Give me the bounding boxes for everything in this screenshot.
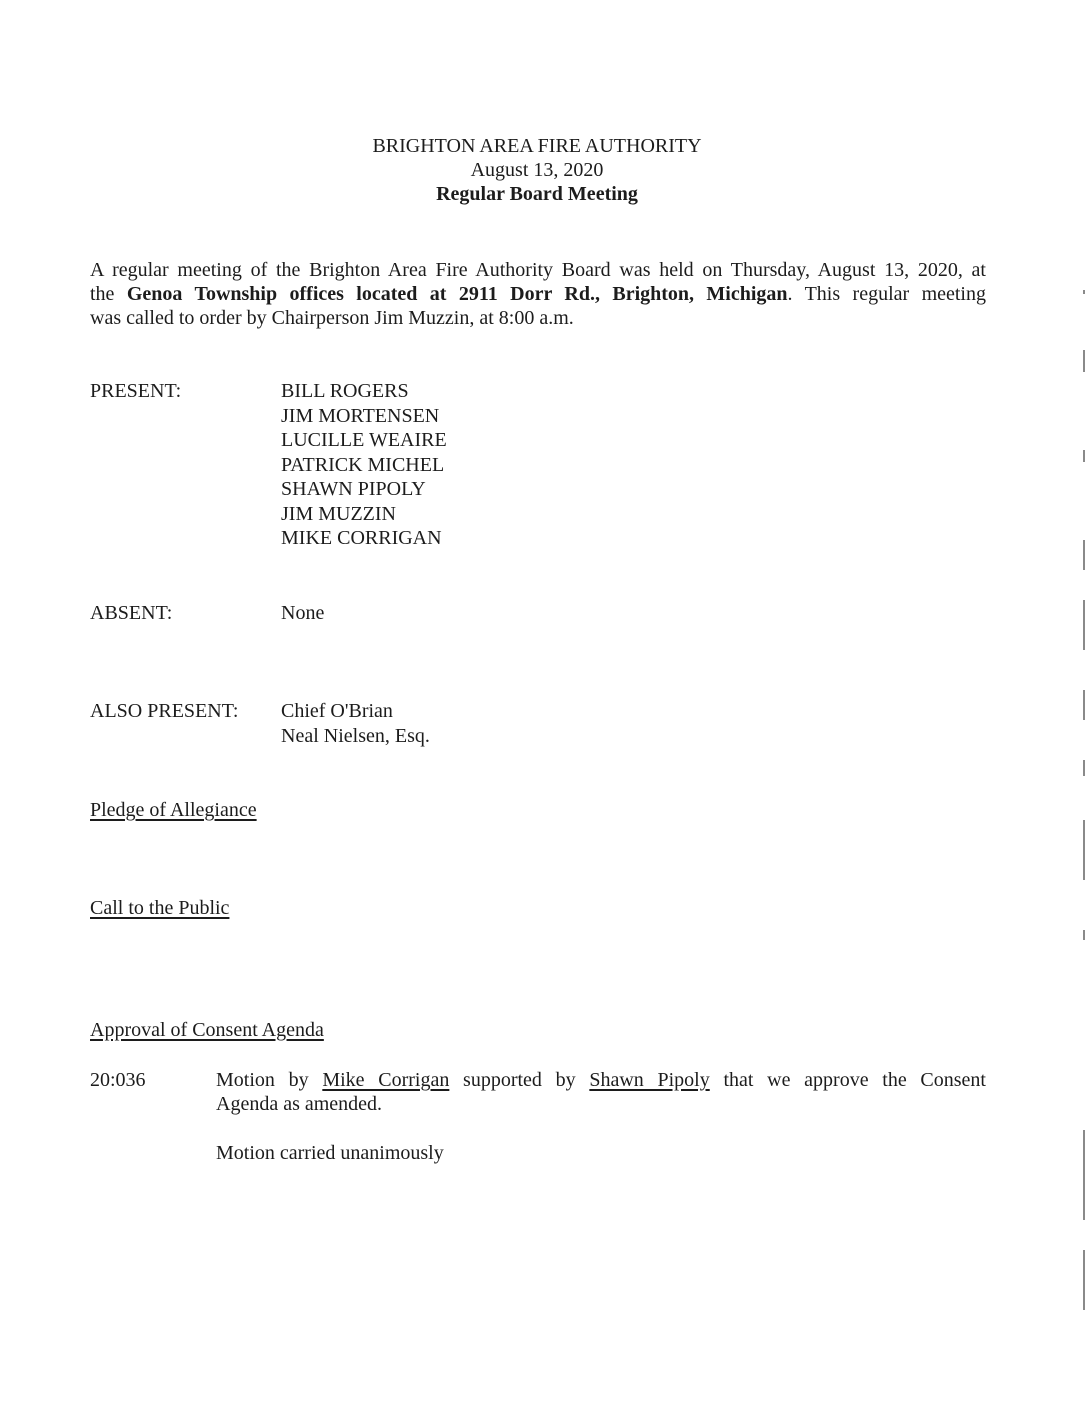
scan-mark bbox=[1083, 540, 1085, 570]
meeting-location: Genoa Township offices located at 2911 Dorr Rd., Brighton, Michigan bbox=[126, 283, 788, 305]
absent-value: None bbox=[281, 602, 325, 624]
document-header bbox=[0, 134, 1074, 206]
motion-supporter: Shawn Pipoly bbox=[589, 1069, 710, 1091]
scan-mark bbox=[1083, 760, 1085, 776]
motion-word: supported by bbox=[449, 1069, 590, 1091]
scan-mark bbox=[1083, 290, 1085, 294]
intro-line-3: was called to order by Chairperson Jim Muzzin, at 8:00 a.m. bbox=[90, 307, 574, 329]
present-list bbox=[281, 379, 447, 551]
scan-mark bbox=[1083, 350, 1085, 372]
also-present-label: ALSO PRESENT: bbox=[90, 700, 239, 722]
motion-number: 20:036 bbox=[90, 1069, 146, 1091]
scan-mark bbox=[1083, 1250, 1085, 1310]
motion-word: that we approve the Consent bbox=[709, 1069, 986, 1091]
motion-mover: Mike Corrigan bbox=[322, 1069, 450, 1091]
scan-mark bbox=[1083, 820, 1085, 880]
motion-line-1 bbox=[216, 1068, 986, 1092]
present-label: PRESENT: bbox=[90, 380, 182, 402]
motion-word: Motion by bbox=[216, 1069, 323, 1091]
also-present-member: Chief O'Brian bbox=[281, 700, 393, 722]
section-call-to-public: Call to the Public bbox=[90, 897, 230, 919]
scan-mark bbox=[1083, 1130, 1085, 1220]
scan-mark bbox=[1083, 690, 1085, 720]
present-member: MIKE CORRIGAN bbox=[281, 527, 442, 549]
section-consent-agenda: Approval of Consent Agenda bbox=[90, 1019, 324, 1041]
intro-line-1: A regular meeting of the Brighton Area Fire Authority Board was held on Thursday, August 13, 2020, at bbox=[90, 259, 986, 281]
organization-name: BRIGHTON AREA FIRE AUTHORITY bbox=[372, 135, 702, 157]
scan-mark bbox=[1083, 930, 1085, 940]
scan-mark bbox=[1083, 450, 1085, 462]
intro-paragraph bbox=[90, 258, 986, 330]
meeting-type: Regular Board Meeting bbox=[436, 183, 638, 205]
motion-text bbox=[216, 1068, 986, 1116]
motion-line-2: Agenda as amended. bbox=[216, 1093, 383, 1115]
present-member: JIM MUZZIN bbox=[281, 502, 396, 525]
present-member: PATRICK MICHEL bbox=[281, 453, 445, 476]
also-present-member: Neal Nielsen, Esq. bbox=[281, 724, 430, 747]
also-present-list bbox=[281, 699, 430, 748]
section-pledge: Pledge of Allegiance bbox=[90, 799, 257, 821]
present-member: JIM MORTENSEN bbox=[281, 404, 440, 427]
motion-result: Motion carried unanimously bbox=[216, 1142, 444, 1164]
absent-label: ABSENT: bbox=[90, 602, 173, 624]
present-member: LUCILLE WEAIRE bbox=[281, 429, 447, 451]
intro-line-2 bbox=[90, 282, 986, 306]
present-member: SHAWN PIPOLY bbox=[281, 478, 426, 500]
intro-line-2-pre: the bbox=[90, 283, 127, 305]
intro-line-2-post: . This regular meeting bbox=[787, 283, 986, 305]
meeting-date: August 13, 2020 bbox=[470, 159, 604, 181]
present-member: BILL ROGERS bbox=[281, 380, 409, 402]
scan-mark bbox=[1083, 600, 1085, 650]
